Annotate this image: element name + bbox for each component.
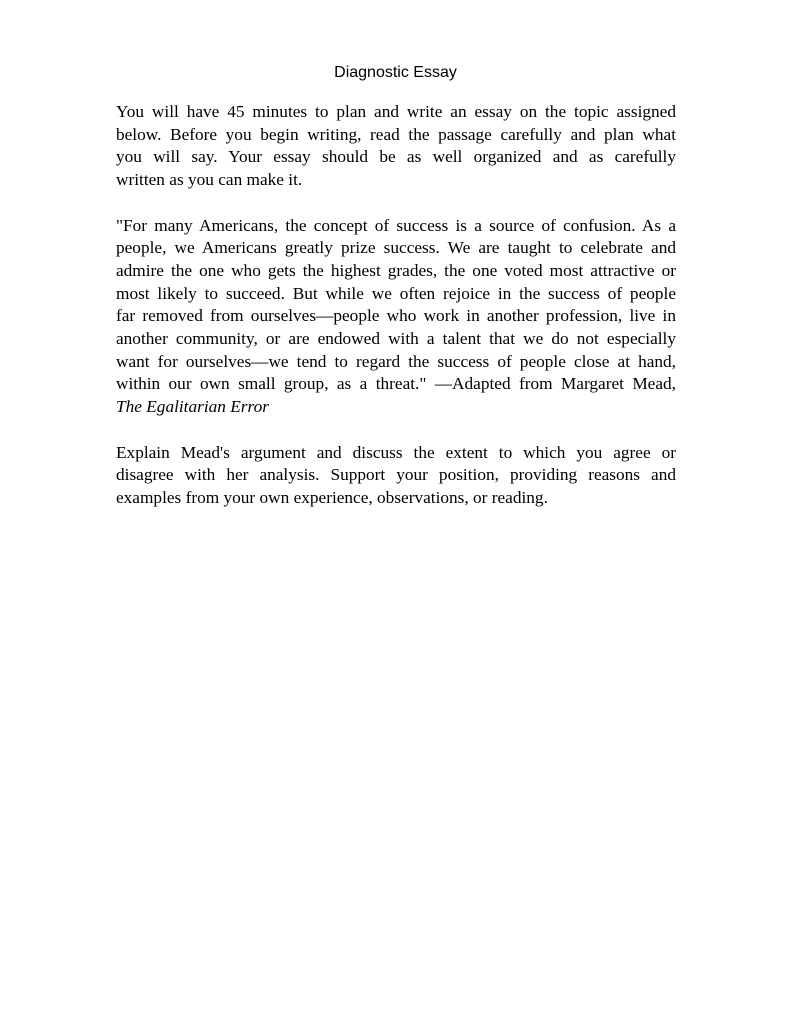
document-title: Diagnostic Essay <box>334 64 457 81</box>
text-line: below. Before you begin writing, read the passage carefully and plan what <box>116 124 676 144</box>
text-line: far removed from ourselves—people who work in another profession, live in <box>116 306 676 326</box>
prompt-paragraph <box>116 442 676 510</box>
text-line: disagree with her analysis. Support your position, providing reasons and <box>116 465 676 485</box>
text-line: examples from your own experience, observations, or reading. <box>116 487 548 507</box>
instructions-paragraph <box>116 101 676 192</box>
text-line: written as you can make it. <box>116 170 303 190</box>
text-line: people, we Americans greatly prize success. We are taught to celebrate and <box>116 238 676 258</box>
text-line: "For many Americans, the concept of success is a source of confusion. As a <box>116 215 676 235</box>
text-line: You will have 45 minutes to plan and write an essay on the topic assigned <box>116 102 676 121</box>
text-line: Explain Mead's argument and discuss the extent to which you agree or <box>116 442 676 462</box>
source-title: The Egalitarian Error <box>116 397 269 417</box>
text-line: another community, or are endowed with a talent that we do not especially <box>116 329 676 349</box>
text-line: you will say. Your essay should be as well organized and as carefully <box>116 147 676 167</box>
text-line: want for ourselves—we tend to regard the success of people close at hand, <box>116 351 676 371</box>
text-line: within our own small group, as a threat." —Adapted from Margaret Mead, <box>116 374 676 394</box>
quote-paragraph <box>116 215 676 419</box>
text-line: admire the one who gets the highest grades, the one voted most attractive or <box>116 260 676 280</box>
text-line: most likely to succeed. But while we often rejoice in the success of people <box>116 283 676 303</box>
document-body <box>116 101 676 532</box>
